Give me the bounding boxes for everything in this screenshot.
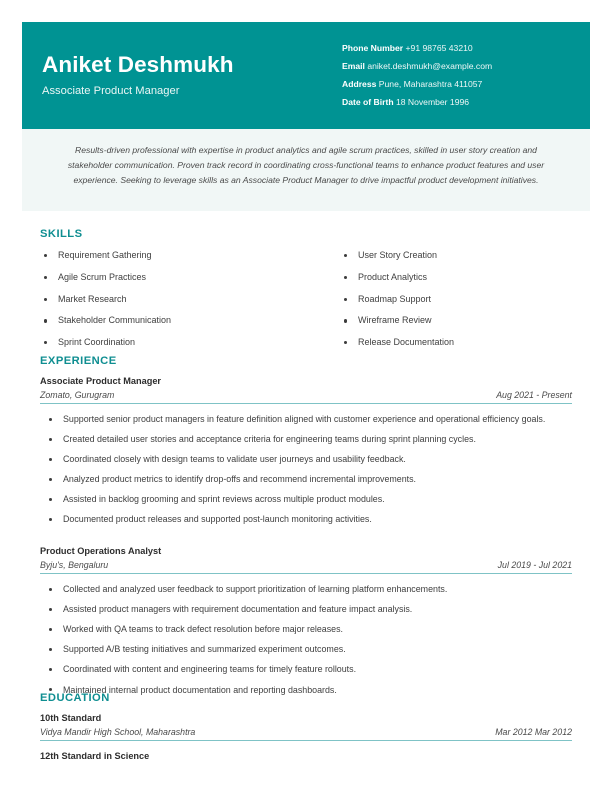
header-identity xyxy=(22,52,322,98)
education-meta xyxy=(40,727,572,741)
experience-organization: Byju's, Bengaluru xyxy=(40,560,109,571)
skill-item: Market Research xyxy=(40,295,306,304)
skill-item: Release Documentation xyxy=(340,338,572,347)
contact-value-email: aniket.deshmukh@example.com xyxy=(367,61,493,72)
experience-bullet: Created detailed user stories and acceptance criteria for engineering teams during sprint planning cycles. xyxy=(40,433,572,446)
experience-role: Product Operations Analyst xyxy=(40,546,162,557)
contact-value-address: Pune, Maharashtra 411057 xyxy=(378,79,483,90)
skill-item: Agile Scrum Practices xyxy=(40,273,306,282)
contact-row-phone xyxy=(342,44,590,53)
experience-entry xyxy=(40,546,572,696)
experience-bullet: Coordinated with content and engineering teams for timely feature rollouts. xyxy=(40,663,572,676)
experience-bullet: Documented product releases and supported post-launch monitoring activities. xyxy=(40,513,572,526)
education-section xyxy=(40,692,572,765)
experience-dates: Jul 2019 - Jul 2021 xyxy=(497,560,572,571)
skill-item: Requirement Gathering xyxy=(40,251,306,260)
skill-item: Product Analytics xyxy=(340,273,572,282)
resume-header xyxy=(22,22,590,129)
experience-bullet: Maintained internal product documentation and reporting dashboards. xyxy=(40,684,572,697)
experience-bullet: Supported senior product managers in feature definition aligned with customer experience and operational efficiency goals. xyxy=(40,413,572,426)
experience-bullet: Supported A/B testing initiatives and summarized experiment outcomes. xyxy=(40,643,572,656)
skill-item: User Story Creation xyxy=(340,251,572,260)
contact-label-dob: Date of Birth xyxy=(342,97,394,108)
contact-value-phone: +91 98765 43210 xyxy=(405,43,473,54)
skill-item: Wireframe Review xyxy=(340,316,572,325)
skills-section-title: SKILLS xyxy=(40,228,83,240)
contact-label-address: Address xyxy=(342,79,377,90)
experience-bullet: Analyzed product metrics to identify drop-offs and recommend incremental improvements. xyxy=(40,473,572,486)
skills-section xyxy=(40,228,572,347)
skill-item: Sprint Coordination xyxy=(40,338,306,347)
education-institution: Vidya Mandir High School, Maharashtra xyxy=(40,727,196,738)
contact-row-address xyxy=(342,80,590,89)
experience-bullet: Assisted product managers with requirement documentation and feature impact analysis. xyxy=(40,603,572,616)
experience-bullet-list xyxy=(40,413,572,526)
experience-meta xyxy=(40,560,572,574)
experience-dates: Aug 2021 - Present xyxy=(496,390,572,401)
candidate-job-title: Associate Product Manager xyxy=(42,85,180,98)
contact-info-list xyxy=(322,44,590,107)
education-entry xyxy=(40,751,572,762)
experience-organization: Zomato, Gurugram xyxy=(40,390,115,401)
summary-text: Results-driven professional with expertise in product analytics and agile scrum practices, skilled in user story creation and stakeholder communication. Proven track record in coordinating cross-functional teams to enhance product features and user experience. Seeking to leverage skills as an Associate Product Manager to drive impactful product development initiatives. xyxy=(67,145,545,185)
contact-row-email xyxy=(342,62,590,71)
contact-row-dob xyxy=(342,98,590,107)
education-dates: Mar 2012 Mar 2012 xyxy=(495,727,572,738)
education-degree: 10th Standard xyxy=(40,713,102,723)
experience-section-title: EXPERIENCE xyxy=(40,355,117,367)
experience-role: Associate Product Manager xyxy=(40,376,162,386)
skill-item: Stakeholder Communication xyxy=(40,316,306,325)
experience-section xyxy=(40,355,572,704)
candidate-name: Aniket Deshmukh xyxy=(42,52,234,78)
experience-bullet: Coordinated closely with design teams to validate user journeys and usability feedback. xyxy=(40,453,572,466)
education-degree: 12th Standard in Science xyxy=(40,751,150,762)
experience-bullet: Collected and analyzed user feedback to support prioritization of learning platform enhancements. xyxy=(40,583,572,596)
contact-label-phone: Phone Number xyxy=(342,43,404,54)
experience-bullet-list xyxy=(40,583,572,696)
experience-meta xyxy=(40,390,572,404)
professional-summary xyxy=(22,129,590,211)
entry-spacer xyxy=(40,533,572,546)
skill-item: Roadmap Support xyxy=(340,295,572,304)
skills-column-right xyxy=(306,251,572,347)
contact-label-email: Email xyxy=(342,61,365,72)
experience-bullet: Worked with QA teams to track defect resolution before major releases. xyxy=(40,623,572,636)
education-section-title: EDUCATION xyxy=(40,692,110,704)
experience-bullet: Assisted in backlog grooming and sprint reviews across multiple product modules. xyxy=(40,493,572,506)
education-entry xyxy=(40,713,572,741)
skills-columns xyxy=(40,251,572,347)
contact-value-dob: 18 November 1996 xyxy=(395,97,470,108)
experience-entry xyxy=(40,376,572,526)
skills-column-left xyxy=(40,251,306,347)
